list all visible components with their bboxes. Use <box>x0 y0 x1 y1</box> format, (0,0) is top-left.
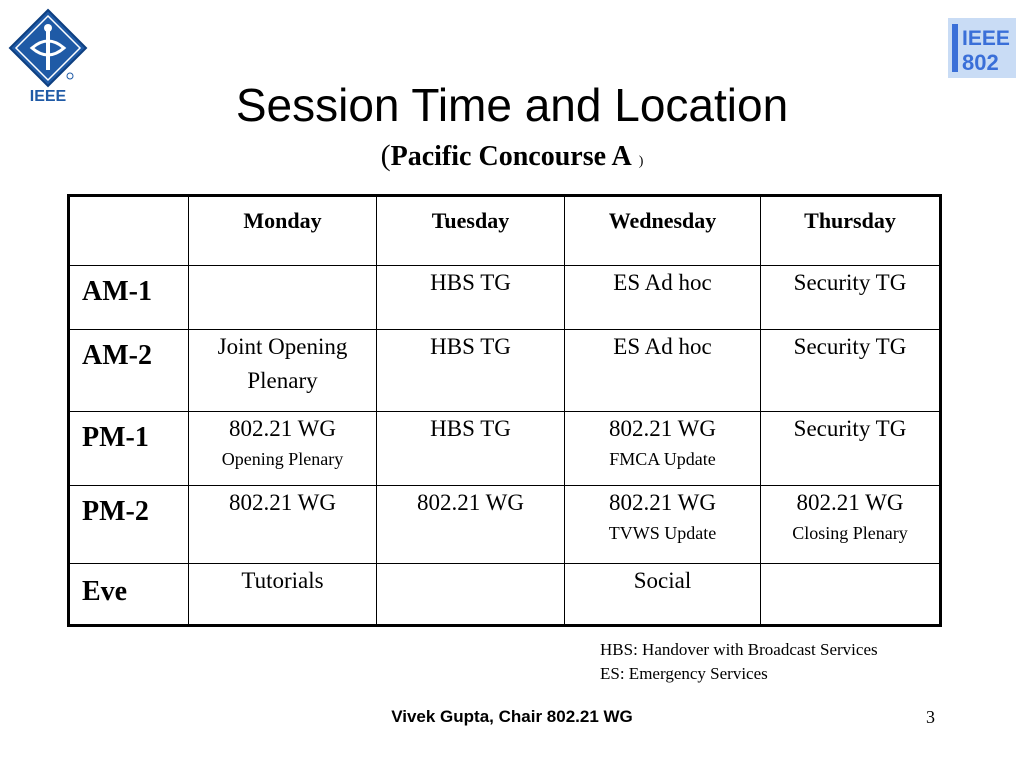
schedule-table <box>67 194 942 627</box>
note-line: ES: Emergency Services <box>600 664 768 683</box>
subtitle-paren-open: ( <box>380 139 391 172</box>
ieee-802-logo <box>948 18 1016 78</box>
table-cell: 802.21 WG TVWS Update <box>565 486 761 564</box>
table-cell: Security TG <box>761 330 941 412</box>
svg-text:802: 802 <box>962 50 999 75</box>
page-number: 3 <box>926 707 935 727</box>
table-cell: Security TG <box>761 266 941 330</box>
table-cell: 802.21 WG FMCA Update <box>565 412 761 486</box>
row-label: AM-2 <box>69 330 189 412</box>
header-thursday: Thursday <box>761 196 941 266</box>
row-label: PM-2 <box>69 486 189 564</box>
table-cell: HBS TG <box>377 266 565 330</box>
table-cell: Social <box>565 564 761 626</box>
row-label: PM-1 <box>69 412 189 486</box>
table-cell: HBS TG <box>377 412 565 486</box>
table-cell: Joint Opening Plenary <box>189 330 377 412</box>
table-cell: Security TG <box>761 412 941 486</box>
table-cell: ES Ad hoc <box>565 330 761 412</box>
table-row <box>69 330 941 412</box>
subtitle-paren-close: ) <box>638 154 644 169</box>
table-row <box>69 564 941 626</box>
table-cell: 802.21 WG Closing Plenary <box>761 486 941 564</box>
table-cell: 802.21 WG <box>189 486 377 564</box>
header-wednesday: Wednesday <box>565 196 761 266</box>
venue-name: Pacific Concourse A <box>390 141 632 172</box>
table-cell: HBS TG <box>377 330 565 412</box>
svg-text:IEEE: IEEE <box>29 88 67 104</box>
header-tuesday: Tuesday <box>377 196 565 266</box>
note-line: HBS: Handover with Broadcast Services <box>600 640 878 659</box>
table-row <box>69 486 941 564</box>
footer-author: Vivek Gupta, Chair 802.21 WG <box>391 707 633 726</box>
table-cell: 802.21 WG Opening Plenary <box>189 412 377 486</box>
table-cell: ES Ad hoc <box>565 266 761 330</box>
table-cell <box>189 266 377 330</box>
row-label: AM-1 <box>69 266 189 330</box>
table-row <box>69 266 941 330</box>
table-cell: Tutorials <box>189 564 377 626</box>
table-cell <box>377 564 565 626</box>
subtitle <box>0 136 1024 182</box>
table-cell: 802.21 WG <box>377 486 565 564</box>
page-title: Session Time and Location <box>235 79 789 131</box>
table-header-row <box>69 196 941 266</box>
header-monday: Monday <box>189 196 377 266</box>
table-cell <box>761 564 941 626</box>
abbreviation-notes <box>600 638 878 686</box>
row-label: Eve <box>69 564 189 626</box>
table-row <box>69 412 941 486</box>
header-corner-cell <box>69 196 189 266</box>
svg-text:IEEE: IEEE <box>962 27 1010 50</box>
